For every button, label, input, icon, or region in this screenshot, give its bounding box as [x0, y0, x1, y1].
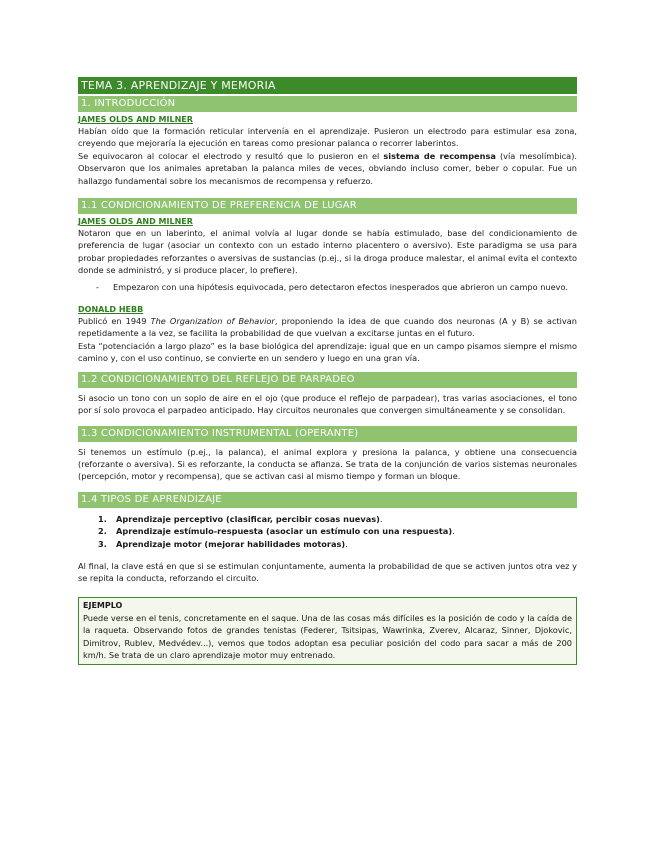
section-heading-parpadeo: 1.2 CONDICIONAMIENTO DEL REFLEJO DE PARPADEO [78, 372, 577, 388]
document-page [78, 77, 577, 665]
example-box [78, 597, 577, 666]
author-heading: JAMES OLDS AND MILNER [78, 217, 193, 227]
paragraph: Publicó en 1949 The Organization of Behavior, proponiendo la idea de que cuando dos neuronas (A y B) se activan repetidamente a la vez, se facilita la probabilidad de que vuelvan a excitarse juntas en el futuro. [78, 316, 577, 339]
section-heading-tipos-aprendizaje: 1.4 TIPOS DE APRENDIZAJE [78, 492, 577, 508]
list-item: 2. Aprendizaje estímulo-respuesta (asociar un estímulo con una respuesta). [98, 526, 455, 537]
paragraph: Se equivocaron al colocar el electrodo y resultó que lo pusieron en el sistema de recompensa (vía mesolímbica). Observaron que los animales apretaban la palanca miles de veces, obviando incluso comer, beber o copular. Fue un hallazgo fundamental sobre los mecanismos de recompensa y refuerzo. [78, 150, 577, 186]
paragraph: Notaron que en un laberinto, el animal volvía al lugar donde se había estimulado, base del condicionamiento de preferencia de lugar (asociar un contexto con un estado interno placentero o aversivo). Este paradigma se usa para probar propiedades reforzantes o aversivas de sustancias (p.ej., si la droga produce malestar, el animal evita el contexto donde se administró, y si produce placer, lo prefiere). [78, 228, 577, 276]
list-item: 3. Aprendizaje motor (mejorar habilidades motoras). [98, 538, 348, 549]
bullet-marker: - [96, 281, 99, 292]
example-title: EJEMPLO [83, 600, 123, 610]
section-heading-instrumental: 1.3 CONDICIONAMIENTO INSTRUMENTAL (OPERANTE) [78, 426, 577, 442]
section-heading-preferencia-lugar: 1.1 CONDICIONAMIENTO DE PREFERENCIA DE LUGAR [78, 198, 577, 214]
paragraph: Si asocio un tono con un soplo de aire en el ojo (que produce el reflejo de parpadear), tras varias asociaciones, el tono por sí solo provoca el parpadeo anticipado. Hay circuitos neuronales que convergen simultáneamente y se consolidan. [78, 392, 577, 416]
author-heading: DONALD HEBB [78, 305, 144, 315]
example-text: Puede verse en el tenis, concretamente en el saque. Una de las cosas más difíciles es la posición de codo y la caída de la raqueta. Observando fotos de grandes tenistas (Federer, Tsitsipas, Wawrinka, Zverev, Alcaraz, Sinner, Djokovic, Dimitrov, Rublev, Medvédev...), vemos que todos adoptan esa peculiar posición del codo para sacar a más de 200 km/h. Se trata de un claro aprendizaje motor muy entrenado. [83, 612, 572, 660]
paragraph: Si tenemos un estímulo (p.ej., la palanca), el animal explora y presiona la palanca, y obtiene una consecuencia (reforzante o aversiva). Si es reforzante, la conducta se afianza. Se trata de la conjunción de varios sistemas neuronales (percepción, motor y recompensa), que se activan casi al mismo tiempo y forman un bloque. [78, 446, 577, 482]
document-title: TEMA 3. APRENDIZAJE Y MEMORIA [78, 77, 577, 94]
paragraph: Esta “potenciación a largo plazo” es la base biológica del aprendizaje: igual que en un campo pisamos siempre el mismo camino y, con el uso continuo, se convierte en un sendero y luego en una gran vía. [78, 340, 577, 364]
bullet-item: - Empezaron con una hipótesis equivocada, pero detectaron efectos inesperados que abrieron un campo nuevo. [78, 281, 577, 293]
numbered-list [78, 513, 577, 550]
author-heading: JAMES OLDS AND MILNER [78, 115, 193, 124]
paragraph: Al final, la clave está en que si se estimulan conjuntamente, aumenta la probabilidad de que se activen juntos otra vez y se repita la conducta, reforzando el circuito. [78, 560, 577, 584]
paragraph: Habían oído que la formación reticular intervenía en el aprendizaje. Pusieron un electrodo para estimular esa zona, creyendo que mejoraría la ejecución en tareas como presionar palanca o recorrer laberintos. [78, 126, 577, 149]
section-heading-introduccion: 1. INTRODUCCIÓN [78, 96, 577, 112]
list-item: 1. Aprendizaje perceptivo (clasificar, percibir cosas nuevas). [98, 513, 383, 524]
